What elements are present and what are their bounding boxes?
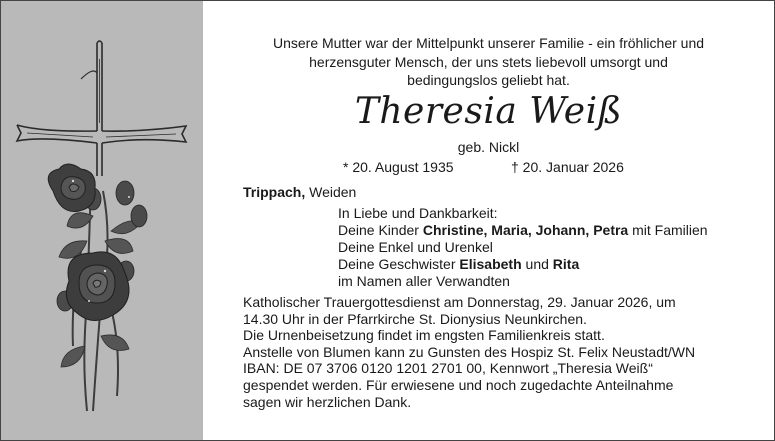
cross-with-roses-icon (1, 1, 203, 440)
siblings-prefix: Deine Geschwister (338, 256, 460, 272)
relatives-line: im Namen aller Verwandten (338, 273, 510, 289)
children-suffix: mit Familien (628, 222, 708, 238)
text-area (203, 1, 774, 440)
details-line: Die Urnenbeisetzung findet im engsten Familienkreis statt. (243, 327, 605, 344)
service-details (243, 294, 695, 410)
place-line (243, 183, 356, 201)
grandchildren-line: Deine Enkel und Urenkel (338, 239, 493, 255)
image-panel (1, 1, 203, 440)
sibling-name: Rita (552, 256, 580, 272)
deceased-name: Theresia Weiß (354, 91, 623, 132)
mourners-line: In Liebe und Dankbarkeit: (338, 205, 498, 221)
siblings-mid: und (521, 256, 553, 272)
intro-line: Unsere Mutter war der Mittelpunkt unserer Familie - ein fröhlicher und (272, 35, 705, 51)
intro-line: herzensguter Mensch, der uns stets liebevoll umsorgt und (309, 53, 668, 70)
children-line (338, 222, 708, 239)
details-line: IBAN: DE 07 3706 0120 1201 2701 00, Kennwort „Theresia Weiß“ (243, 360, 653, 377)
death-date: † 20. Januar 2026 (511, 159, 624, 175)
details-line: sagen wir herzlichen Dank. (243, 393, 412, 410)
birth-date: * 20. August 1935 (343, 159, 454, 175)
intro-line: bedingungslos geliebt hat. (407, 72, 570, 88)
details-line: 14.30 Uhr in der Pfarrkirche St. Dionysius Neunkirchen. (243, 310, 587, 327)
details-line: Katholischer Trauergottesdienst am Donnerstag, 29. Januar 2026, um (243, 294, 676, 310)
maiden-name: geb. Nickl (457, 139, 520, 155)
children-prefix: Deine Kinder (338, 222, 423, 238)
intro-text (203, 34, 774, 90)
details-line: gespendet werden. Für erwiesene und noch zugedachte Anteilnahme (243, 376, 674, 393)
children-names: Christine, Maria, Johann, Petra (422, 222, 629, 238)
place-bold: Trippach, (243, 184, 306, 200)
place-rest: Weiden (305, 184, 357, 200)
details-line: Anstelle von Blumen kann zu Gunsten des Hospiz St. Felix Neustadt/WN (243, 343, 696, 360)
siblings-line (338, 256, 708, 273)
mourners-block (338, 205, 708, 290)
sibling-name: Elisabeth (459, 256, 522, 272)
